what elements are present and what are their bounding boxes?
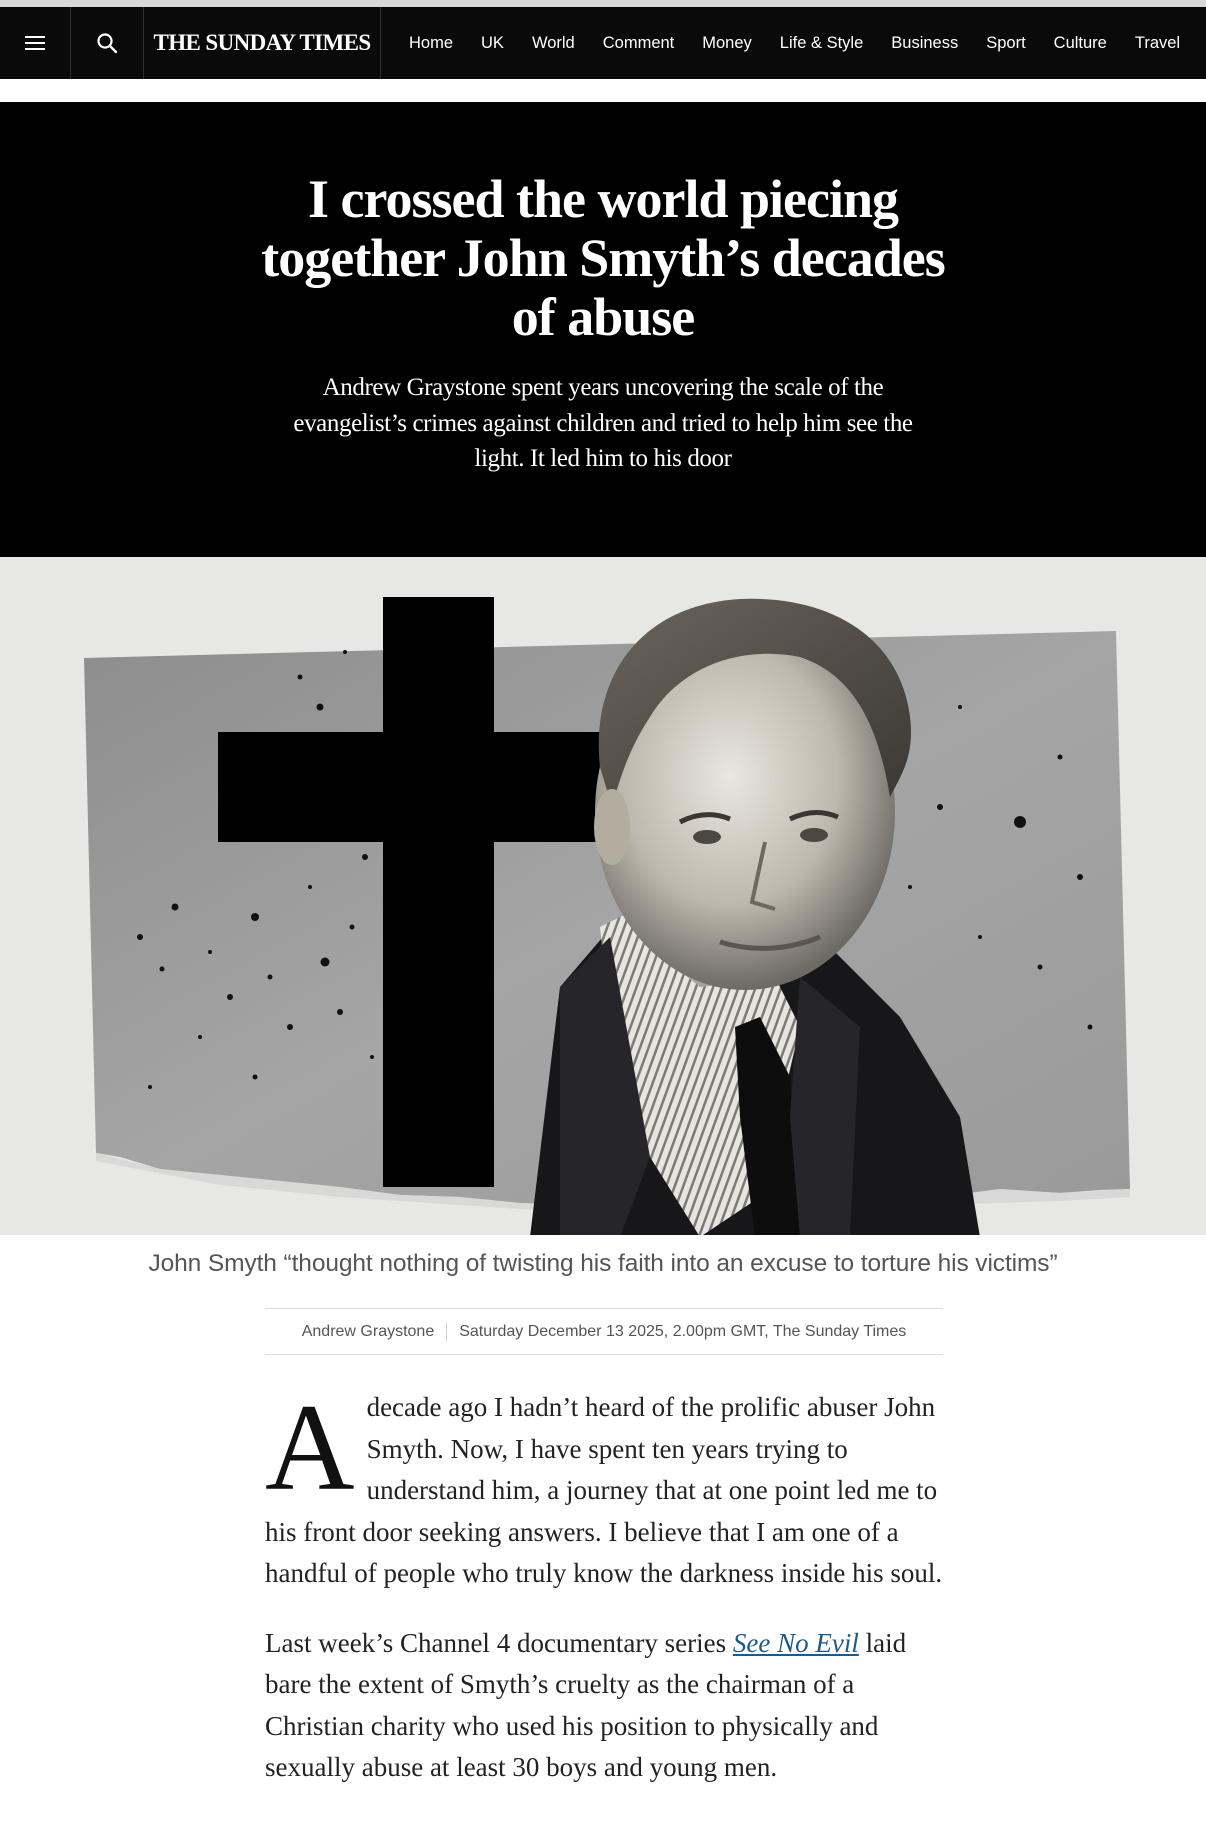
nav-link-life-style[interactable]: Life & Style (779, 33, 864, 52)
nav-link-home[interactable]: Home (409, 33, 454, 52)
article-body (265, 1379, 945, 1817)
paragraph-text: laid bare the extent of Smyth’s cruelty as the chairman of a Christian charity who used his position to physically and sexually abuse at least 30 boys and young men. (265, 1627, 907, 1782)
author-link[interactable]: Andrew Graystone (301, 1322, 435, 1340)
drop-cap: A (265, 1379, 355, 1516)
article-header (0, 102, 1206, 557)
search-button[interactable] (71, 7, 144, 79)
nav-link-culture[interactable]: Culture (1053, 33, 1107, 52)
nav-link-business[interactable]: Business (891, 33, 959, 52)
article-byline (265, 1308, 943, 1355)
lead-image (0, 557, 1206, 1235)
paragraph-text: decade ago I hadn’t heard of the prolific abuser John Smyth. Now, I have spent ten years trying to understand him, a journey that at one point led me to his front door seeking answers. I believe that I am one of a handful of people who truly know the darkness inside his soul. (265, 1392, 943, 1588)
image-caption: John Smyth “thought nothing of twisting his faith into an excuse to torture his victims” (148, 1250, 1058, 1277)
browser-top-border (0, 0, 1206, 7)
article-dateline: Saturday December 13 2025, 2.00pm GMT, The Sunday Times (459, 1322, 907, 1340)
section-nav (381, 34, 1180, 53)
see-no-evil-link[interactable]: See No Evil (732, 1627, 859, 1658)
nav-link-sport[interactable]: Sport (986, 33, 1026, 52)
masthead-logo[interactable]: THE SUNDAY TIMES (144, 7, 381, 79)
hamburger-menu-icon (25, 35, 45, 51)
nav-link-uk[interactable]: UK (481, 33, 504, 52)
article-paragraph (265, 1623, 945, 1789)
nav-link-comment[interactable]: Comment (602, 33, 675, 52)
nav-link-money[interactable]: Money (702, 33, 752, 52)
article-paragraph (265, 1379, 945, 1595)
menu-button[interactable] (0, 7, 71, 79)
article-headline: I crossed the world piecing together John Smyth’s decades of abuse (261, 169, 945, 347)
site-navbar (0, 7, 1206, 79)
nav-link-travel[interactable]: Travel (1134, 33, 1181, 52)
portrait-with-cross-illustration (0, 557, 1206, 1235)
byline-divider (446, 1323, 447, 1341)
search-icon (96, 32, 118, 54)
article-standfirst: Andrew Graystone spent years uncovering the scale of the evangelist’s crimes against children and tried to help him see the light. It led him to his door (293, 374, 913, 472)
paragraph-text: Last week’s Channel 4 documentary series (265, 1627, 733, 1658)
nav-link-world[interactable]: World (531, 33, 575, 52)
